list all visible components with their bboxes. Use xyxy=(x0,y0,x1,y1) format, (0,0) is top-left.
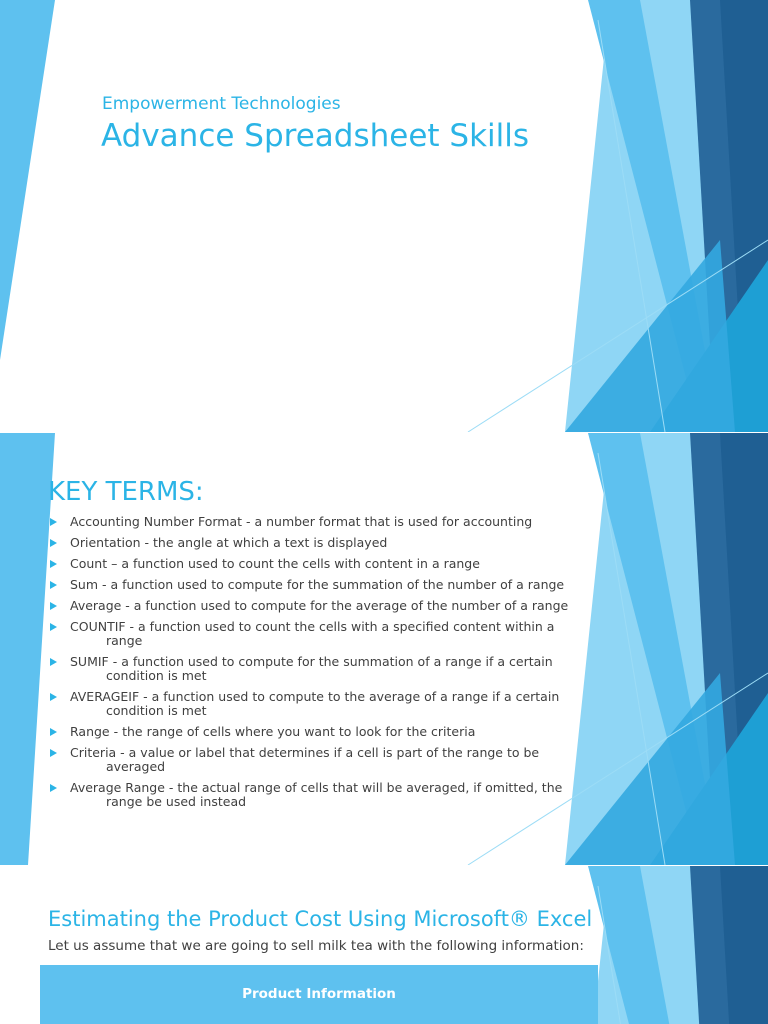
list-item: SUMIF - a function used to compute for the summation of a range if a certain condition is met xyxy=(50,655,570,683)
list-item: AVERAGEIF - a function used to compute to the average of a range if a certain condition is met xyxy=(50,690,570,718)
bullet-arrow-icon xyxy=(50,560,57,568)
bullet-arrow-icon xyxy=(50,658,57,666)
key-terms-heading: KEY TERMS: xyxy=(48,477,204,507)
bullet-arrow-icon xyxy=(50,581,57,589)
section-title: Estimating the Product Cost Using Microsoft® Excel xyxy=(48,907,593,931)
bullet-arrow-icon xyxy=(50,518,57,526)
list-item: Count – a function used to count the cells with content in a range xyxy=(50,557,570,571)
intro-text: Let us assume that we are going to sell milk tea with the following information: xyxy=(48,938,584,954)
list-item: Range - the range of cells where you want to look for the criteria xyxy=(50,725,570,739)
key-terms-slide xyxy=(0,433,768,865)
list-item: Sum - a function used to compute for the summation of the number of a range xyxy=(50,578,570,592)
bullet-arrow-icon xyxy=(50,623,57,631)
presentation-title: Advance Spreadsheet Skills xyxy=(101,118,530,154)
bullet-arrow-icon xyxy=(50,693,57,701)
title-slide xyxy=(0,0,768,432)
bullet-arrow-icon xyxy=(50,784,57,792)
list-item: Orientation - the angle at which a text is displayed xyxy=(50,536,570,550)
key-terms-list xyxy=(50,515,570,816)
list-item: COUNTIF - a function used to count the cells with a specified content within a range xyxy=(50,620,570,648)
product-cost-slide xyxy=(0,866,768,1024)
slide-decoration xyxy=(0,0,768,432)
list-item: Average Range - the actual range of cells that will be averaged, if omitted, the range be used instead xyxy=(50,781,570,809)
product-information-header xyxy=(40,965,598,1024)
list-item: Accounting Number Format - a number format that is used for accounting xyxy=(50,515,570,529)
list-item: Average - a function used to compute for the average of the number of a range xyxy=(50,599,570,613)
bullet-arrow-icon xyxy=(50,602,57,610)
presentation-subtitle: Empowerment Technologies xyxy=(102,94,341,114)
bullet-arrow-icon xyxy=(50,539,57,547)
bullet-arrow-icon xyxy=(50,749,57,757)
list-item: Criteria - a value or label that determines if a cell is part of the range to be averaged xyxy=(50,746,570,774)
bullet-arrow-icon xyxy=(50,728,57,736)
product-information-label: Product Information xyxy=(242,986,396,1002)
